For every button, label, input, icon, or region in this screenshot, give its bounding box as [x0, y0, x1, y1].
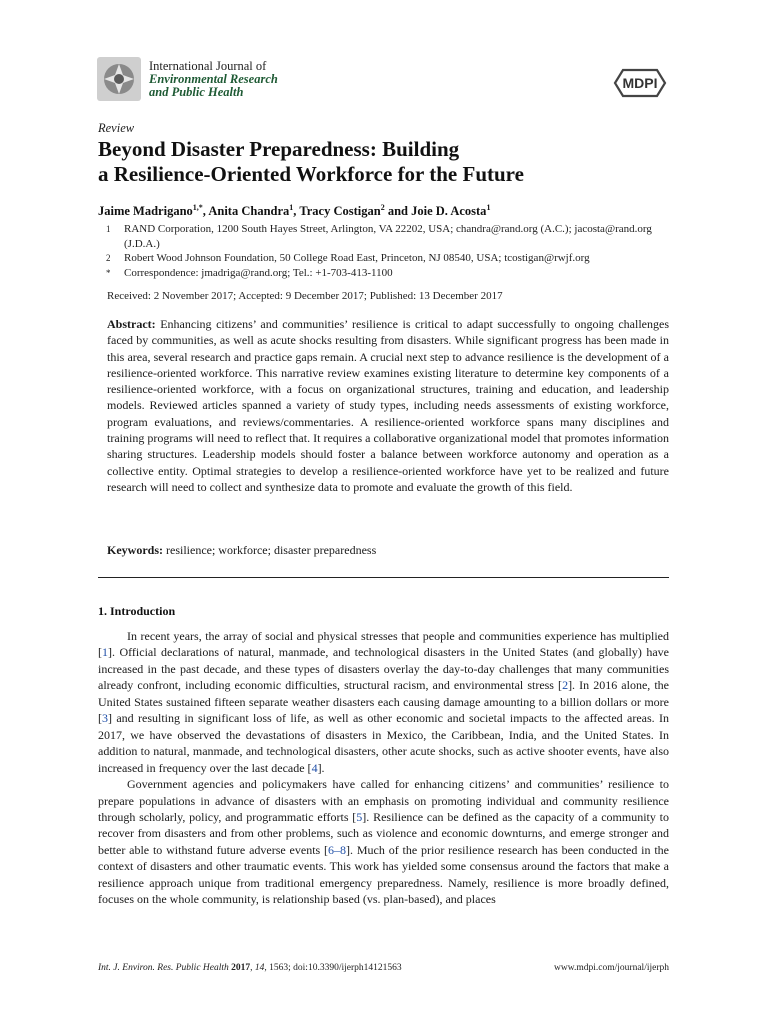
body-text-run: Government agencies and policymakers have called for enhancing citizens’ and communities’ resilience to prepare populations in advance of disasters with an emphasis on promoting individual and community resilience through scholarly, policy, and programmatic efforts [	[98, 777, 669, 824]
citation-link[interactable]: 4	[311, 760, 318, 775]
abstract	[107, 316, 669, 495]
keywords	[107, 543, 376, 558]
footer-url[interactable]: www.mdpi.com/journal/ijerph	[554, 963, 669, 973]
citation-link[interactable]: 1	[102, 645, 108, 660]
footer-journal: Int. J. Environ. Res. Public Health	[98, 963, 229, 973]
author-affiliation-mark: 1,*	[192, 203, 203, 212]
affiliation-mark: *	[106, 267, 111, 278]
affiliation-item	[98, 222, 678, 251]
footer-doi: , 1563; doi:10.3390/ijerph14121563	[264, 963, 402, 973]
footer-year: 2017	[231, 963, 251, 973]
author-affiliation-mark: 1	[486, 203, 491, 212]
affiliation-mark: 1	[106, 224, 111, 234]
paper-title	[98, 137, 698, 187]
body-text-run: ]. In 2016 alone, the United States sustained fifteen separate weather disasters each causing damage amounting to a billion dollars or more [	[98, 678, 670, 726]
journal-header	[97, 57, 278, 101]
affiliations	[98, 222, 678, 280]
footer-volume: 14	[254, 963, 265, 973]
author-name: Jaime Madrigano	[98, 204, 193, 219]
paper-title-line1: Beyond Disaster Preparedness: Building	[98, 137, 460, 161]
footer-citation: Int. J. Environ. Res. Public Health 2017, 14, 1563; doi:10.3390/ijerph14121563	[98, 963, 402, 973]
body-paragraph	[98, 628, 669, 776]
body-text-run: ]. Much of the prior resilience research has been conducted in the context of disasters and other traumatic events. This work has yielded some consensus around the factors that make a resilience approach unique from traditional emergency preparedness. Namely, resilience is more broadly defined, focuses on the whole community, is relationship based (vs. plan-based), and places	[98, 842, 670, 907]
journal-name-line2: Environmental Research	[149, 71, 278, 86]
affiliation-text: Correspondence: jmadriga@rand.org; Tel.: +1-703-413-1100	[124, 266, 393, 279]
citation-link[interactable]: 2	[562, 678, 569, 693]
author-affiliation-mark: 1	[289, 203, 294, 212]
author-name: Joie D. Acosta	[411, 204, 487, 219]
citation-link[interactable]: 3	[102, 711, 108, 726]
body-text-run: ]. Official declarations of natural, manmade, and technological disasters in the United States (and globally) have increased in the past decade, and these types of disasters overlay the day-to-day challenges that many communities already confront, including economic difficulties, structural racism, and environmental stress [	[98, 645, 669, 693]
abstract-text: Enhancing citizens’ and communities’ resilience is critical to adapt successfully to ongoing challenges faced by communities, as well as acute shocks resulting from disasters. While significant progress has been made in this area, several research and practice gaps remain. A crucial next step to advance resilience is the development of a resilience-oriented workforce. This narrative review examines existing literature to determine key components of a resilience-oriented workforce, with a focus on organizational structures, training and education, and leadership models. Reviewed articles spanned a variety of study types, including needs assessments of existing workforce, program evaluations, and reviews/commentaries. A resilience-oriented workforce spans many disciplines and training programs will need to reflect that. It requires a collaborative organizational model that promotes information sharing structures. Leadership models should foster a balance between workforce autonomy and operation as a collective entity. Optimal strategies to develop a resilience-oriented workforce have yet to be realized and future research will need to collect and synthesize data to promote and evaluate the growth of this field.	[107, 317, 669, 494]
affiliation-text: RAND Corporation, 1200 South Hayes Street, Arlington, VA 22202, USA; chandra@rand.org (A.C.); jacosta@rand.org (J.D.A.)	[124, 223, 652, 250]
affiliation-mark: 2	[106, 253, 111, 264]
journal-logo-icon	[97, 57, 141, 101]
section-divider	[98, 577, 669, 578]
section-heading: 1. Introduction	[98, 604, 176, 618]
body-text	[98, 628, 669, 908]
citation-link[interactable]: 5	[356, 809, 363, 824]
author-affiliation-mark: 2	[380, 203, 385, 212]
keywords-text: resilience; workforce; disaster preparedness	[166, 543, 377, 557]
mdpi-logo-icon	[611, 67, 669, 99]
citation-link[interactable]: 6–8	[328, 842, 347, 857]
journal-name-line1: International Journal of	[149, 58, 267, 73]
affiliation-text: Robert Wood Johnson Foundation, 50 College Road East, Princeton, NJ 08540, USA; tcostigan@rwjf.org	[124, 252, 590, 265]
body-text-run: In recent years, the array of social and physical stresses that people and communities experience has multiplied [	[98, 629, 669, 660]
body-paragraph	[98, 776, 669, 908]
journal-name	[149, 60, 278, 99]
body-text-run: ] and resulting in significant loss of life, as well as other economic and societal impacts to the affected areas. In 2017, we have observed the devastations of disasters in Mexico, the Caribbean, India, and the United States. In addition to natural, manmade, and technological disasters, other acute shocks, such as active shooter events, have also increased in frequency over the last decade [	[98, 711, 669, 775]
affiliation-item	[98, 266, 678, 281]
mdpi-logo-text: MDPI	[622, 75, 658, 91]
article-type: Review	[98, 121, 135, 135]
affiliation-item	[98, 251, 678, 266]
publication-dates: Received: 2 November 2017; Accepted: 9 December 2017; Published: 13 December 2017	[107, 290, 503, 302]
keywords-label: Keywords:	[107, 543, 163, 557]
body-text-run: ]. Resilience can be defined as the capacity of a community to recover from disasters and from other problems, such as violence and economic downturns, and emerge stronger and better able to withstand future adverse events [	[98, 809, 669, 857]
body-text-run: ].	[317, 760, 325, 775]
paper-title-line2: a Resilience-Oriented Workforce for the Future	[98, 162, 524, 186]
journal-name-line3: and Public Health	[149, 84, 244, 99]
author-name: Anita Chandra	[208, 204, 290, 219]
author-name: Tracy Costigan	[299, 204, 381, 219]
author-list: Jaime Madrigano$^{1,*}$, Anita Chandra$^1$, Tracy Costigan$^2$ and Joie D. Acosta$^1$	[98, 203, 491, 219]
abstract-label: Abstract:	[107, 317, 156, 331]
